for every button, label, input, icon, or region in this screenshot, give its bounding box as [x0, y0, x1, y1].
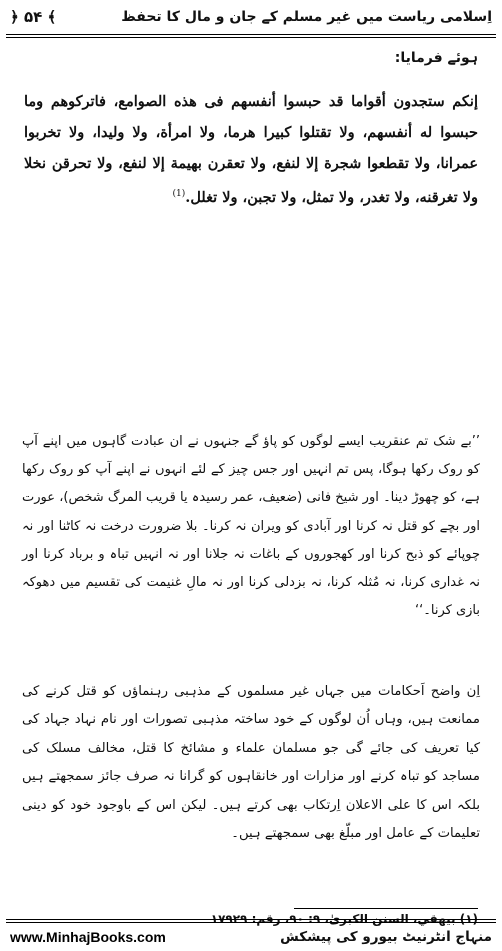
- header-divider: [6, 34, 496, 38]
- presenter-credit: منہاج انٹرنیٹ بیورو کی پیشکش: [280, 929, 492, 945]
- website-link[interactable]: www.MinhajBooks.com: [10, 929, 166, 945]
- commentary-paragraph: اِن واضح اَحکامات میں جہاں غیر مسلموں کے مذہبی رہنماؤں کو قتل کرنے کی ممانعت ہیں، وہاں اُن لوگوں کے خود ساختہ مذہبی تصورات اور نام نہاد جہاد کی کیا تعریف کی جائے گی جو مسلمان علماء و مشائخ کا قتل، مخالف مسلک کی مساجد کو تباہ کرنے اور مزارات اور خانقاہوں کو گرانا نہ صرف جائز سمجھتے ہیں بلکہ اس کا علی الاعلان اِرتکاب بھی کرتے ہیں۔ لیکن اس کے باوجود خود کو دینی تعلیمات کے عامل اور مبلّغ بھی سمجھتے ہیں۔: [22, 684, 480, 842]
- footnote-reference: (1): [172, 189, 186, 199]
- running-title: اِسلامی ریاست میں غیر مسلم کے جان و مال کا تحفظ: [121, 9, 492, 25]
- page-footer: [10, 923, 492, 951]
- urdu-translation: ’’بے شک تم عنقریب ایسے لوگوں کو پاؤ گے جنہوں نے ان عبادت گاہوں میں اپنے آپ کو روک رکھا ہوگا، پس تم انہیں اور جس چیز کے لئے انہوں نے اپنے آپ کو روک رکھا ہے، کو چھوڑ دینا۔ اور شیخ فانی (ضعیف، عمر رسیدہ یا قریب المرگ شخص)، عورت اور بچے کو قتل نہ کرنا اور آبادی کو ویران نہ کرنا۔ بلا ضرورت درخت نہ کاٹنا اور نہ چوپائے کو ذبح کرنا اور کھجوروں کے باغات نہ جلانا اور نہ انہیں تباہ و برباد کرنا اور نہ غداری کرنا، نہ مُثلہ کرنا، نہ بزدلی کرنا اور نہ مالِ غنیمت کی تقسیم میں دھوکہ بازی کرنا۔‘‘: [22, 434, 480, 619]
- lead-in-text: ہوئے فرمایا:: [394, 50, 478, 66]
- page-number: ﴿ ۵۴ ﴾: [10, 8, 57, 26]
- arabic-quote-text: إنكم ستجدون أقواما قد حبسوا أنفسهم فى هذه الصوامع، فاتركوهم وما حبسوا له أنفسهم، ولا تقتلوا كبيرا هرما، ولا امرأة، ولا وليدا، ولا تخربوا عمرانا، ولا تقطعوا شجرة إلا لنفع، ولا تعقرن بهيمة إلا لنفع، ولا تحرقن نخلا ولا تغرقنه، ولا تغدر، ولا تمثل، ولا تجبن، ولا تغلل.: [24, 93, 478, 206]
- page-header: [10, 2, 492, 32]
- arabic-hadith-quote: [24, 86, 478, 213]
- footnote-divider: [294, 908, 478, 909]
- footnote: (۱) بيهقي، السنن الكبرىٰ، ۹: ۹۰، رقم: ۱۷۹۲۹: [210, 912, 478, 926]
